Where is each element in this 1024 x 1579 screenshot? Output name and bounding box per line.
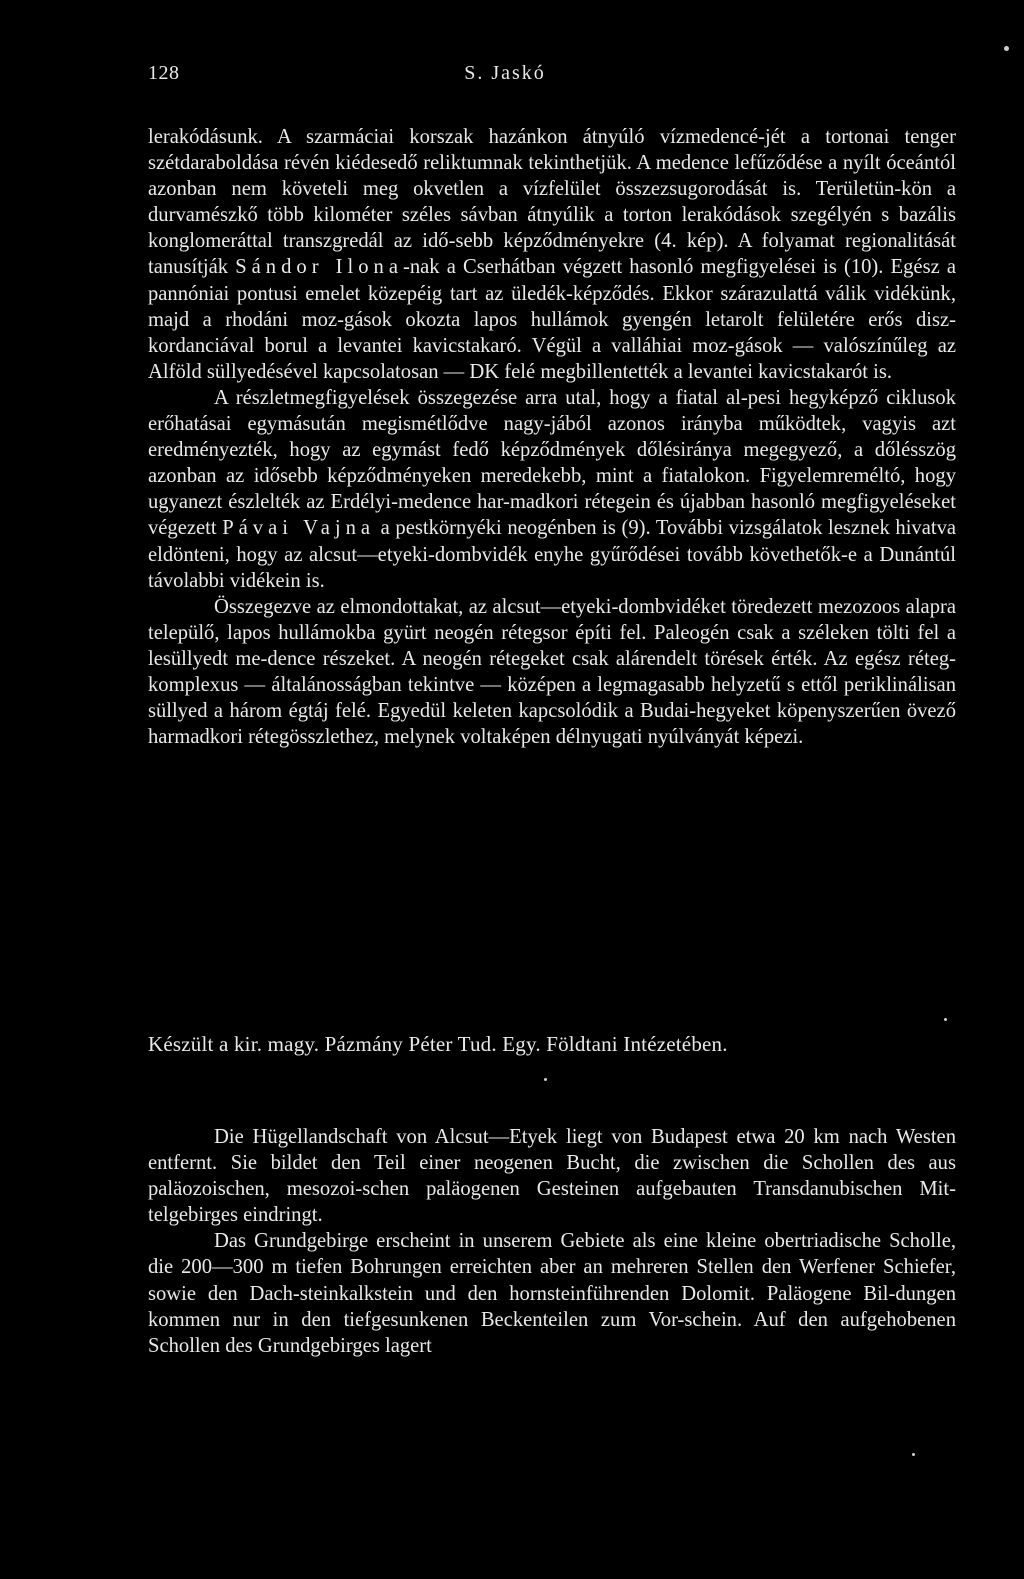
- german-paragraph-2: Das Grundgebirge erscheint in unserem Gebiete als eine kleine obertriadische Scholle, die 200—300 m tiefen Bohrungen erreichten aber an mehreren Stellen den Werfener Schiefer, sowie den Dach-steinkalkstein und den hornsteinführenden Dolomit. Paläogene Bil-dungen kommen nur in den tiefgesunkenen Beckenteilen zum Vor-schein. Auf den aufgehobenen Schollen des Grundgebirges lagert: [148, 1230, 956, 1357]
- paragraph-1-part-b: -nak a Cserhátban végzett hasonló megfigyelései is (10). Egész a pannóniai pontusi emelet közepéig tart az üledék-képződés. Ekkor szárazulattá válik vidékünk, majd a rhodáni moz-gások okozta lapos hullámok gyengén letarolt felületére erős disz-kordanciával borul a levantei kavicstakaró. Végül a valláhiai moz-gások — valószínűleg az Alföld süllyedésével kapcsolatosan — DK felé megbillentették a levantei kavicstakarót is.: [148, 256, 956, 383]
- institute-note: Készült a kir. magy. Pázmány Péter Tud. Egy. Földtani Intézetében.: [148, 1032, 728, 1056]
- hungarian-body-text: [148, 124, 956, 750]
- scan-speck: [944, 1018, 947, 1021]
- page-header: [148, 62, 862, 92]
- paragraph-3: Összegezve az elmondottakat, az alcsut—etyeki-dombvidéket töredezett mezozoos alapra települő, lapos hullámokba gyürt neogén rétegsor építi fel. Paleogén csak a széleken tölti fel a lesüllyedt me-dence részeket. A neogén rétegeket csak alárendelt törések érték. Az egész réteg-komplexus — általánosságban tekintve — középen a legmagasabb helyzetű s ettől periklinálisan süllyed a három égtáj felé. Egyedül keleten kapcsolódik a Budai-hegyeket köpenyszerűen övező harmadkori rétegösszlethez, melynek voltaképen délnyugati nyúlványát képezi.: [148, 595, 956, 749]
- author-name-pavai-vajna: Pávai Vajna: [222, 517, 376, 540]
- german-paragraph-1: Die Hügellandschaft von Alcsut—Etyek liegt von Budapest etwa 20 km nach Westen entfernt. Sie bildet den Teil einer neogenen Bucht, die zwischen die Schollen des aus paläozoischen, mesozoi-schen paläogenen Gesteinen aufgebauten Transdanubischen Mit-telgebirges eindringt.: [148, 1126, 956, 1227]
- paragraph-2: [148, 385, 956, 594]
- scan-speck: [1004, 46, 1009, 51]
- scan-speck: [544, 1078, 547, 1081]
- author-name-sandor-ilona: Sándor Ilona: [235, 256, 403, 279]
- running-head: S. Jaskó: [464, 62, 546, 84]
- paragraph-1: [148, 124, 956, 385]
- german-summary-text: [148, 1124, 956, 1359]
- page-number: 128: [148, 62, 180, 84]
- scan-speck: [912, 1453, 915, 1456]
- paragraph-2-part-a: A részletmegfigyelések összegezése arra utal, hogy a fiatal al-pesi hegyképző ciklusok erőhatásai egymásután megismétlődve nagy-jából azonos irányba működtek, vagyis azt eredményezték, hogy az egymást fedő képződmények dőlésiránya megegyező, a dőlésszög azonban az idősebb képződményeken meredekebb, mint a fiatalokon. Figyelemreméltó, hogy ugyanezt észlelték az Erdélyi-medence har-madkori rétegein és újabban hasonló megfigyeléseket végezett: [148, 386, 956, 540]
- paragraph-2-part-b: a pestkörnyéki neogénben is (9). További vizsgálatok lesznek hivatva eldönteni, hogy az alcsut—etyeki-dombvidék enyhe gyűrődései tovább követhetők-e a Dunántúl távolabbi vidékein is.: [148, 517, 957, 592]
- paragraph-1-part-a: lerakódásunk. A szarmáciai korszak hazánkon átnyúló vízmedencé-jét a tortonai tenger szétdaraboldása révén kiédesedő reliktumnak tekinthetjük. A medence lefűződése a nyílt óceántól azonban nem követeli meg okvetlen a vízfelület összezsugorodását is. Területün-kön a durvamészkő több kilométer széles sávban átnyúlik a torton lerakódások szegélyén s bazális konglomeráttal transzgredál az idő-sebb képződményekre (4. kép). A folyamat regionalitását tanusítják: [148, 126, 956, 279]
